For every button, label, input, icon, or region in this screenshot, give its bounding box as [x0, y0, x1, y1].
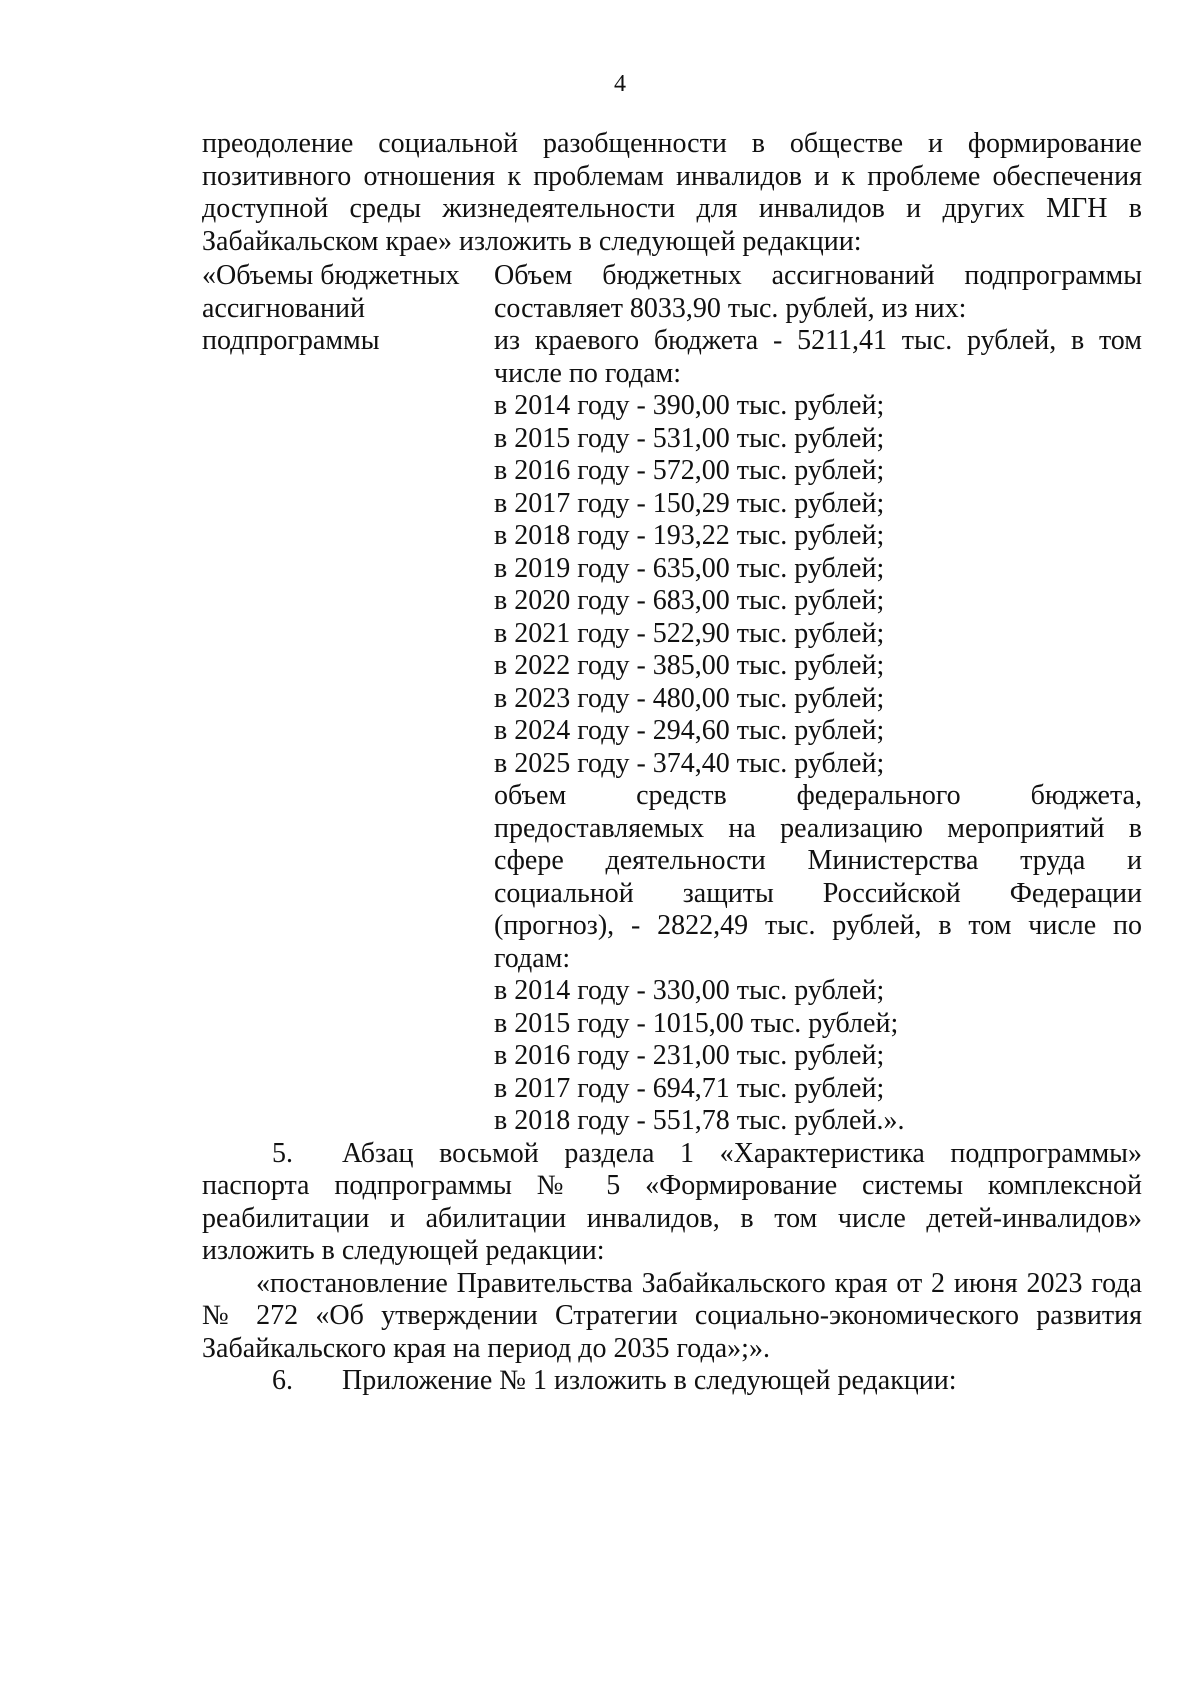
intro-line: доступной среды жизнедеятельности для инвалидов и других МГН в — [202, 193, 1142, 224]
regional-year-item: в 2021 году - 522,90 тыс. рублей; — [494, 617, 885, 649]
regional-year-item: в 2014 году - 390,00 тыс. рублей; — [494, 390, 885, 421]
intro-line: Забайкальском крае» изложить в следующей редакции: — [202, 225, 862, 257]
quoted-paragraph — [202, 1268, 1142, 1366]
total-heading: Объем бюджетных ассигнований подпрограммы — [494, 260, 1142, 291]
item-5-first-line — [202, 1138, 1142, 1171]
federal-budget-line: объем средств федерального бюджета, — [494, 780, 1142, 811]
regional-year-item: в 2018 году - 193,22 тыс. рублей; — [494, 520, 885, 551]
item-6 — [202, 1365, 1142, 1398]
item-5-line: изложить в следующей редакции: — [202, 1235, 605, 1266]
item-number: 5. — [272, 1137, 293, 1169]
item-5-line: паспорта подпрограммы № 5 «Формирование системы комплексной — [202, 1170, 1142, 1201]
regional-budget-tail: числе по годам: — [494, 357, 682, 389]
federal-budget-line: социальной защиты Российской Федерации — [494, 877, 1142, 909]
regional-year-item: в 2019 году - 635,00 тыс. рублей; — [494, 552, 885, 584]
regional-year-item: в 2020 году - 683,00 тыс. рублей; — [494, 585, 885, 616]
page-number: 4 — [614, 71, 626, 97]
intro-line: преодоление социальной разобщенности в обществе и формирование — [202, 128, 1142, 159]
quote-line: Забайкальского края на период до 2035 года»;». — [202, 1332, 770, 1364]
item-5 — [202, 1138, 1142, 1268]
intro-line: позитивного отношения к проблемам инвалидов и к проблеме обеспечения — [202, 160, 1142, 192]
intro-paragraph — [202, 128, 1142, 258]
item-5-line: реабилитации и абилитации инвалидов, в том числе детей-инвалидов» — [202, 1202, 1142, 1234]
regional-budget-line: из краевого бюджета - 5211,41 тыс. рублей, в том — [494, 325, 1142, 356]
regional-year-item: в 2023 году - 480,00 тыс. рублей; — [494, 682, 885, 714]
regional-year-item: в 2024 году - 294,60 тыс. рублей; — [494, 715, 885, 746]
regional-year-item: в 2017 году - 150,29 тыс. рублей; — [494, 487, 885, 519]
federal-budget-line: (прогноз), - 2822,49 тыс. рублей, в том числе по — [494, 910, 1142, 941]
passport-table — [202, 260, 1142, 1138]
federal-budget-line: предоставляемых на реализацию мероприятий в — [494, 812, 1142, 844]
table-label-line: ассигнований — [202, 292, 365, 324]
table-label-line: подпрограммы — [202, 325, 380, 356]
item-number: 6. — [272, 1365, 293, 1396]
federal-budget-tail: годам: — [494, 942, 571, 974]
total-line: составляет 8033,90 тыс. рублей, из них: — [494, 292, 967, 324]
federal-budget-line: сфере деятельности Министерства труда и — [494, 845, 1142, 876]
federal-year-item: в 2014 году - 330,00 тыс. рублей; — [494, 975, 885, 1006]
federal-year-item: в 2017 году - 694,71 тыс. рублей; — [494, 1072, 885, 1104]
item-6-line — [202, 1365, 1142, 1398]
item-6-text: Приложение № 1 изложить в следующей редакции: — [342, 1365, 957, 1396]
federal-year-item: в 2015 году - 1015,00 тыс. рублей; — [494, 1007, 899, 1039]
quote-line: № 272 «Об утверждении Стратегии социально-экономического развития — [202, 1300, 1142, 1331]
item-5-text: Абзац восьмой раздела 1 «Характеристика подпрограммы» — [342, 1137, 1142, 1169]
federal-year-item: в 2018 году - 551,78 тыс. рублей.». — [494, 1105, 905, 1136]
regional-year-item: в 2022 году - 385,00 тыс. рублей; — [494, 650, 885, 681]
regional-year-item: в 2016 году - 572,00 тыс. рублей; — [494, 455, 885, 486]
table-label-line: «Объемы бюджетных — [202, 260, 460, 291]
regional-year-item: в 2025 году - 374,40 тыс. рублей; — [494, 747, 885, 779]
table-label-cell — [202, 260, 494, 1138]
quote-line: «постановление Правительства Забайкальского края от 2 июня 2023 года — [256, 1267, 1142, 1299]
table-value-cell — [494, 260, 1142, 1138]
document-body — [202, 128, 1142, 1398]
regional-year-item: в 2015 году - 531,00 тыс. рублей; — [494, 422, 885, 454]
federal-year-item: в 2016 году - 231,00 тыс. рублей; — [494, 1040, 885, 1071]
